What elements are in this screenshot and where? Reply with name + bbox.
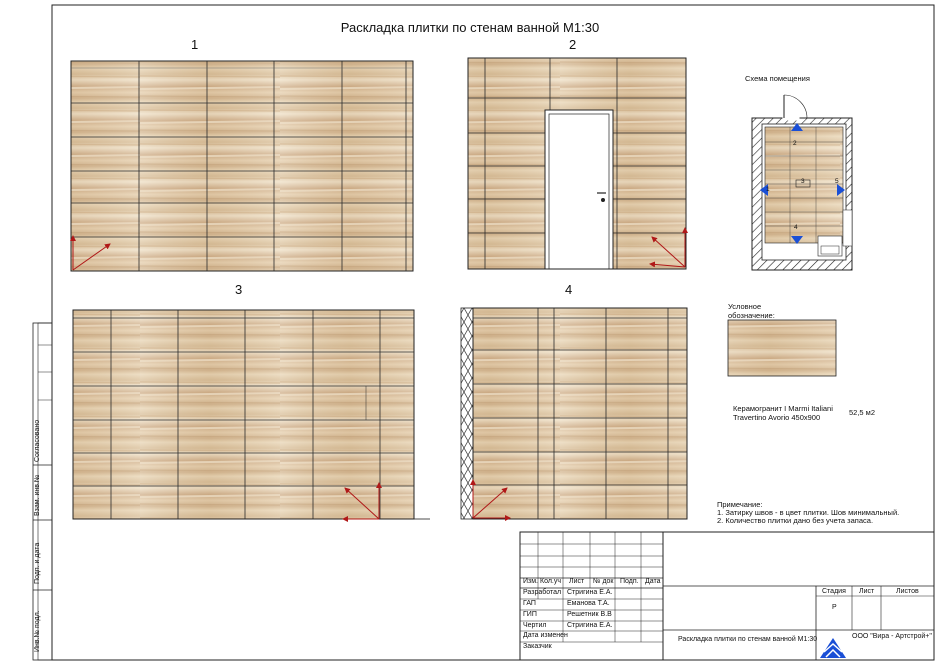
scheme-mark-1: 1 <box>766 186 770 193</box>
wall-4-elevation <box>461 308 687 519</box>
stamp-sheets-header: Листов <box>896 588 919 595</box>
wall-2-elevation <box>468 58 686 269</box>
stamp-role: ГИП <box>523 611 537 618</box>
scheme-mark-4: 4 <box>794 224 798 231</box>
stamp-role: Дата изменен <box>523 632 568 639</box>
stamp-name: Стригина Е.А. <box>567 622 613 629</box>
stamp-header-doc: № док <box>593 578 614 585</box>
legend-material-line2: Travertino Avorio 450х900 <box>733 413 821 422</box>
stamp-header-change: Изм. <box>523 578 538 585</box>
notes-line-1: 1. Затирку швов - в цвет плитки. Шов минимальный. <box>717 508 900 517</box>
notes-line-2: 2. Количество плитки дано без учета запаса. <box>717 516 874 525</box>
legend-material-line1: Керамогранит I Marmi Italiani <box>733 404 833 413</box>
wall-3-elevation <box>73 310 430 519</box>
side-stamp-sign-date: Подп. и дата <box>34 542 41 584</box>
legend-area: 52,5 м2 <box>849 408 876 417</box>
side-stamp-agreed: Согласовано <box>34 419 41 462</box>
wall-2-label: 2 <box>569 37 577 52</box>
scheme-mark-5: 5 <box>835 178 839 185</box>
company-logo-icon <box>820 638 846 658</box>
stamp-role: Разработал <box>523 589 562 596</box>
stamp-drawing-title: Раскладка плитки по стенам ванной М1:30 <box>678 636 818 643</box>
stamp-sheet-header: Лист <box>859 588 875 595</box>
side-stamp-inv-orig: Инв.№ подл. <box>34 610 41 652</box>
notes-title: Примечание: <box>717 500 763 509</box>
wall-1-label: 1 <box>191 37 199 52</box>
stamp-header-sign: Подп. <box>620 578 639 585</box>
scheme-mark-2: 2 <box>793 140 797 147</box>
stamp-name: Решетник В.В <box>567 611 612 618</box>
stamp-role: ГАП <box>523 600 536 607</box>
legend-swatch <box>728 320 836 376</box>
stamp-name: Стригина Е.А. <box>567 589 613 596</box>
room-scheme-title: Схема помещения <box>745 74 810 83</box>
legend-title-line1: Условное <box>728 302 762 311</box>
scheme-mark-3: 3 <box>801 178 805 185</box>
stamp-header-count: Кол.уч <box>540 578 561 585</box>
stamp-header-sheet: Лист <box>569 578 585 585</box>
wall-4-label: 4 <box>565 282 573 297</box>
stamp-company: ООО "Вира - Артстрой+" <box>852 633 932 640</box>
stamp-stage-value: Р <box>832 604 837 611</box>
stamp-stage-header: Стадия <box>822 588 846 595</box>
side-stamp-replace-inv: Взам. инв.№ <box>34 474 41 516</box>
stamp-role: Заказчик <box>523 643 552 650</box>
sheet-title: Раскладка плитки по стенам ванной М1:30 <box>340 20 600 35</box>
legend-title-line2: обозначение: <box>728 311 775 320</box>
door <box>545 110 613 269</box>
wall-3-label: 3 <box>235 282 243 297</box>
stamp-role: Чертил <box>523 622 547 629</box>
stamp-name: Еманова Т.А. <box>567 600 610 607</box>
stamp-header-date: Дата <box>645 578 661 585</box>
wall-1-elevation <box>71 61 413 271</box>
